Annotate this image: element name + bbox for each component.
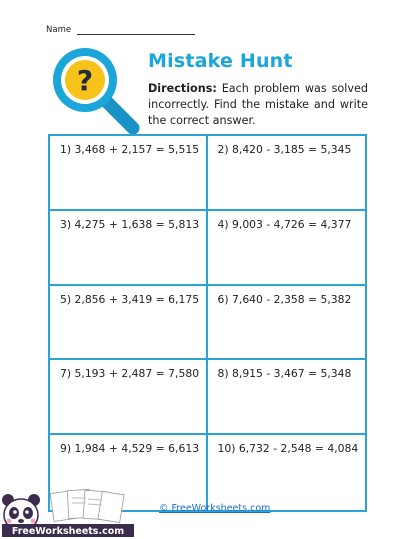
page-title: Mistake Hunt [148, 50, 293, 72]
problem-cell: 4) 9,003 - 4,726 = 4,377 [208, 211, 366, 286]
freeworksheets-logo [0, 488, 140, 539]
problem-cell: 8) 8,915 - 3,467 = 5,348 [208, 360, 366, 435]
name-line [77, 25, 195, 35]
directions [148, 81, 368, 129]
problem-cell: 3) 4,275 + 1,638 = 5,813 [50, 211, 208, 286]
directions-text: Each problem was solved incorrectly. Find the mistake and write the correct answer. [148, 82, 368, 127]
worksheet-thumbnails [50, 489, 124, 522]
problem-cell: 5) 2,856 + 3,419 = 6,175 [50, 286, 208, 361]
magnifier-question-icon [47, 42, 143, 138]
name-label: Name [46, 25, 72, 35]
problem-grid [48, 134, 367, 512]
footer-link[interactable]: © FreeWorksheets.com [159, 503, 271, 514]
problem-cell: 2) 8,420 - 3,185 = 5,345 [208, 136, 366, 211]
directions-label: Directions: [148, 82, 217, 95]
svg-text:?: ? [76, 64, 94, 97]
problem-cell: 10) 6,732 - 2,548 = 4,084 [217, 442, 359, 456]
name-field [46, 25, 195, 35]
problem-cell: 9) 1,984 + 4,529 = 6,613 [50, 435, 208, 510]
problem-cell: 1) 3,468 + 2,157 = 5,515 [50, 136, 208, 211]
problem-cell: 7) 5,193 + 2,487 = 7,580 [50, 360, 208, 435]
problem-cell: 6) 7,640 - 2,358 = 5,382 [208, 286, 366, 361]
logo-text: FreeWorksheets.com [11, 526, 125, 537]
